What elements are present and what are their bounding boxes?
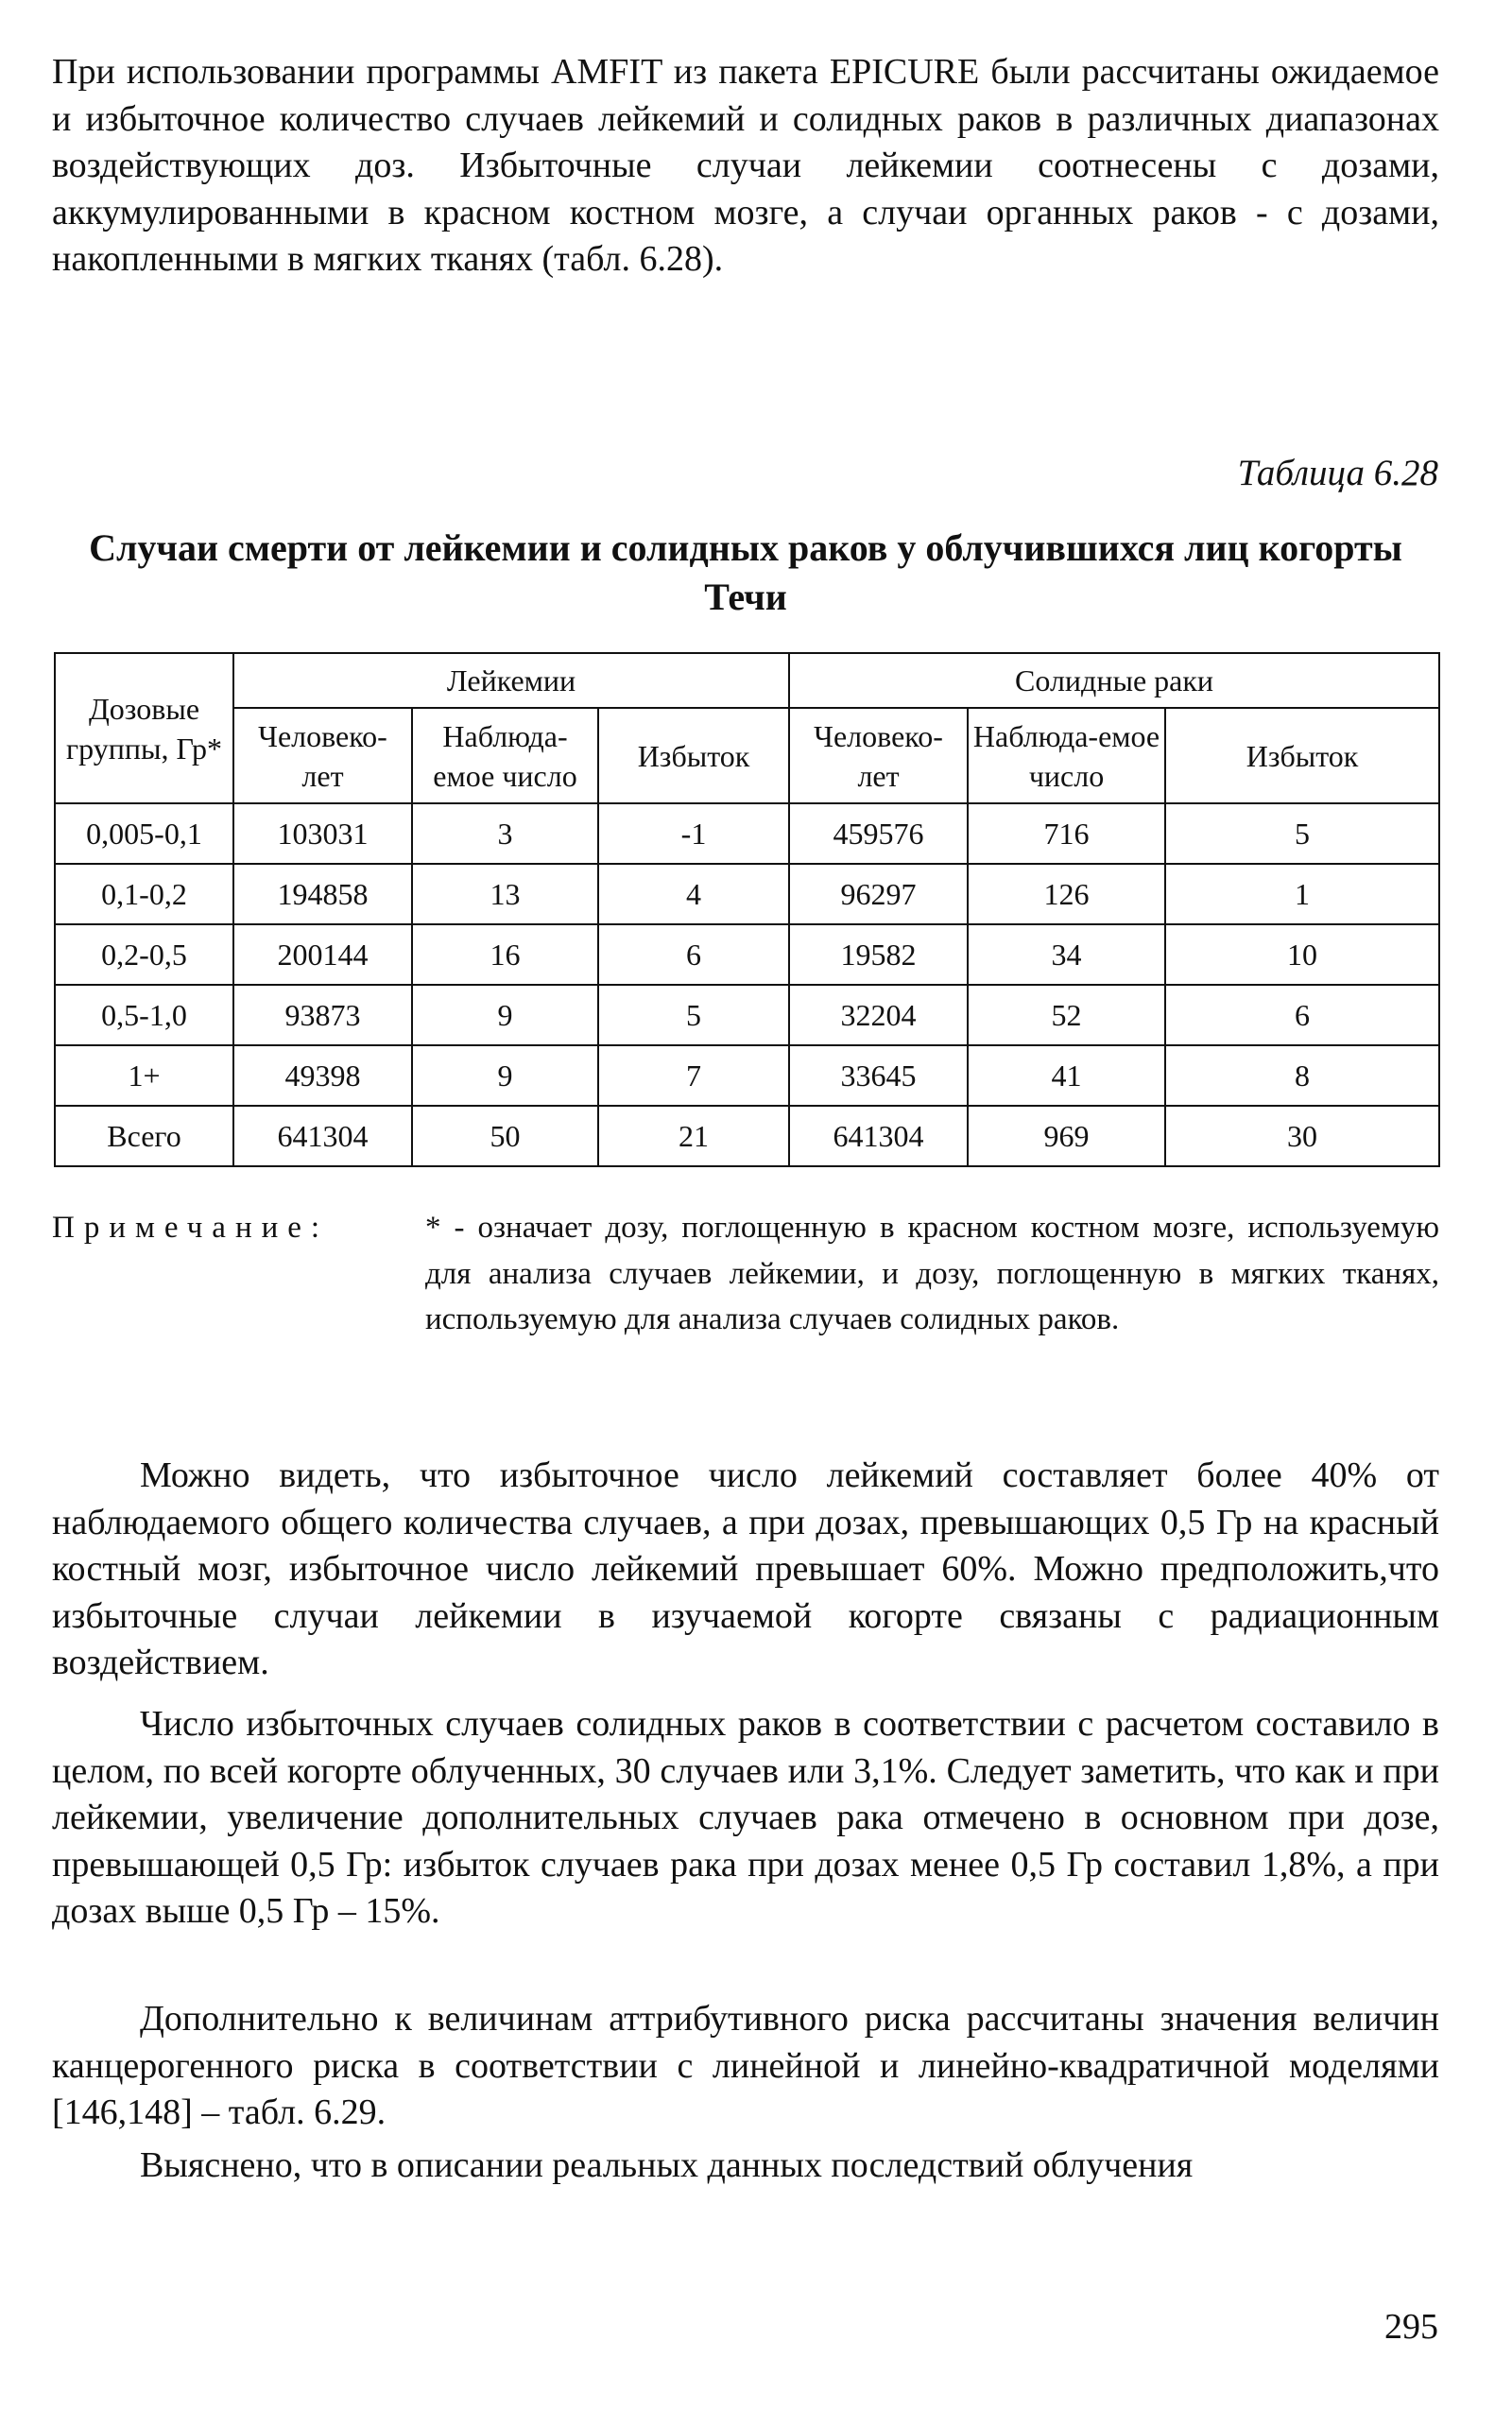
cell-leukemia-excess: 6 — [598, 924, 789, 985]
header-solid-excess: Избыток — [1165, 708, 1439, 803]
cell-solid-observed: 969 — [968, 1106, 1165, 1166]
cell-leukemia-observed: 3 — [412, 803, 598, 864]
body-paragraph: Выяснено, что в описании реальных данных последствий облучения — [140, 2145, 1194, 2185]
table-row — [55, 803, 1439, 864]
table-row — [55, 864, 1439, 924]
intro-paragraph: При использовании программы AMFIT из пакета EPICURE были рассчитаны ожидаемое и избыточное количество случаев лейкемий и солидных раков в различных диапазонах воздействующих доз. Избыточные случаи лейкемии соотнесены с дозами, аккумулированными в красном костном мозге, а случаи органных раков - с дозами, накопленными в мягких тканях (табл. 6.28). — [52, 52, 1439, 279]
cell-solid-observed: 41 — [968, 1045, 1165, 1106]
cell-solid-excess: 8 — [1165, 1045, 1439, 1106]
header-dose-group: Дозовые группы, Гр* — [55, 653, 233, 803]
cell-leukemia-observed: 9 — [412, 985, 598, 1045]
table-row — [55, 924, 1439, 985]
table-total-row — [55, 1106, 1439, 1166]
note-text: * - означает дозу, поглощенную в красном костном мозге, используемую для анализа случаев лейкемии, и дозу, поглощенную в мягких тканях, используемую для анализа случаев солидных раков. — [425, 1211, 1439, 1336]
cell-solid-observed: 126 — [968, 864, 1165, 924]
cell-leukemia-person-years: 200144 — [233, 924, 412, 985]
cell-dose-group: 0,5-1,0 — [55, 985, 233, 1045]
cell-solid-person-years: 641304 — [789, 1106, 968, 1166]
cell-leukemia-person-years: 641304 — [233, 1106, 412, 1166]
cell-leukemia-person-years: 93873 — [233, 985, 412, 1045]
cell-leukemia-observed: 9 — [412, 1045, 598, 1106]
table-header-row — [55, 653, 1439, 708]
data-table — [54, 652, 1440, 1167]
cell-solid-excess: 5 — [1165, 803, 1439, 864]
cell-leukemia-excess: 7 — [598, 1045, 789, 1106]
cell-dose-group: Всего — [55, 1106, 233, 1166]
cell-leukemia-person-years: 49398 — [233, 1045, 412, 1106]
cell-solid-person-years: 459576 — [789, 803, 968, 864]
header-leukemia-person-years: Человеко-лет — [233, 708, 412, 803]
cell-leukemia-excess: 4 — [598, 864, 789, 924]
cell-leukemia-person-years: 194858 — [233, 864, 412, 924]
body-paragraph: Можно видеть, что избыточное число лейкемий составляет более 40% от наблюдаемого общего количества случаев, а при дозах, превышающих 0,5 Гр на красный костный мозг, избыточное число лейкемий превышает 60%. Можно предположить,что избыточные случаи лейкемии в изучаемой когорте связаны с радиационным воздействием. — [52, 1455, 1439, 1682]
header-solid-observed: Наблюда-емое число — [968, 708, 1165, 803]
cell-solid-excess: 30 — [1165, 1106, 1439, 1166]
cell-leukemia-observed: 13 — [412, 864, 598, 924]
cell-solid-observed: 34 — [968, 924, 1165, 985]
page-number: 295 — [1384, 2307, 1438, 2347]
cell-dose-group: 0,1-0,2 — [55, 864, 233, 924]
cell-leukemia-excess: 5 — [598, 985, 789, 1045]
table-row — [55, 1045, 1439, 1106]
cell-dose-group: 0,005-0,1 — [55, 803, 233, 864]
table-subheader-row — [55, 708, 1439, 803]
header-leukemia: Лейкемии — [233, 653, 789, 708]
table-row — [55, 985, 1439, 1045]
cell-leukemia-observed: 50 — [412, 1106, 598, 1166]
cell-leukemia-person-years: 103031 — [233, 803, 412, 864]
cell-solid-excess: 6 — [1165, 985, 1439, 1045]
body-paragraph: Число избыточных случаев солидных раков в соответствии с расчетом составило в целом, по всей когорте облученных, 30 случаев или 3,1%. Следует заметить, что как и при лейкемии, увеличение дополнительных случаев рака отмечено в основном при дозе, превышающей 0,5 Гр: избыток случаев рака при дозах менее 0,5 Гр составил 1,8%, а при дозах выше 0,5 Гр – 15%. — [52, 1704, 1439, 1931]
cell-solid-observed: 52 — [968, 985, 1165, 1045]
cell-leukemia-excess: -1 — [598, 803, 789, 864]
cell-solid-person-years: 33645 — [789, 1045, 968, 1106]
header-solid-person-years: Человеко-лет — [789, 708, 968, 803]
cell-leukemia-excess: 21 — [598, 1106, 789, 1166]
cell-dose-group: 1+ — [55, 1045, 233, 1106]
cell-solid-excess: 10 — [1165, 924, 1439, 985]
cell-leukemia-observed: 16 — [412, 924, 598, 985]
cell-solid-person-years: 19582 — [789, 924, 968, 985]
header-leukemia-excess: Избыток — [598, 708, 789, 803]
table-number: Таблица 6.28 — [1237, 453, 1438, 493]
cell-dose-group: 0,2-0,5 — [55, 924, 233, 985]
table-title: Случаи смерти от лейкемии и солидных раков у облучившихся лиц когорты Течи — [89, 526, 1402, 618]
header-leukemia-observed: Наблюда-емое число — [412, 708, 598, 803]
cell-solid-excess: 1 — [1165, 864, 1439, 924]
cell-solid-person-years: 96297 — [789, 864, 968, 924]
header-solid: Солидные раки — [789, 653, 1439, 708]
body-paragraph: Дополнительно к величинам аттрибутивного риска рассчитаны значения величин канцерогенного риска в соответствии с линейной и линейно-квадратичной моделями [146,148] – табл. 6.29. — [52, 1999, 1439, 2132]
cell-solid-observed: 716 — [968, 803, 1165, 864]
note-label: Примечание: — [52, 1211, 330, 1245]
cell-solid-person-years: 32204 — [789, 985, 968, 1045]
